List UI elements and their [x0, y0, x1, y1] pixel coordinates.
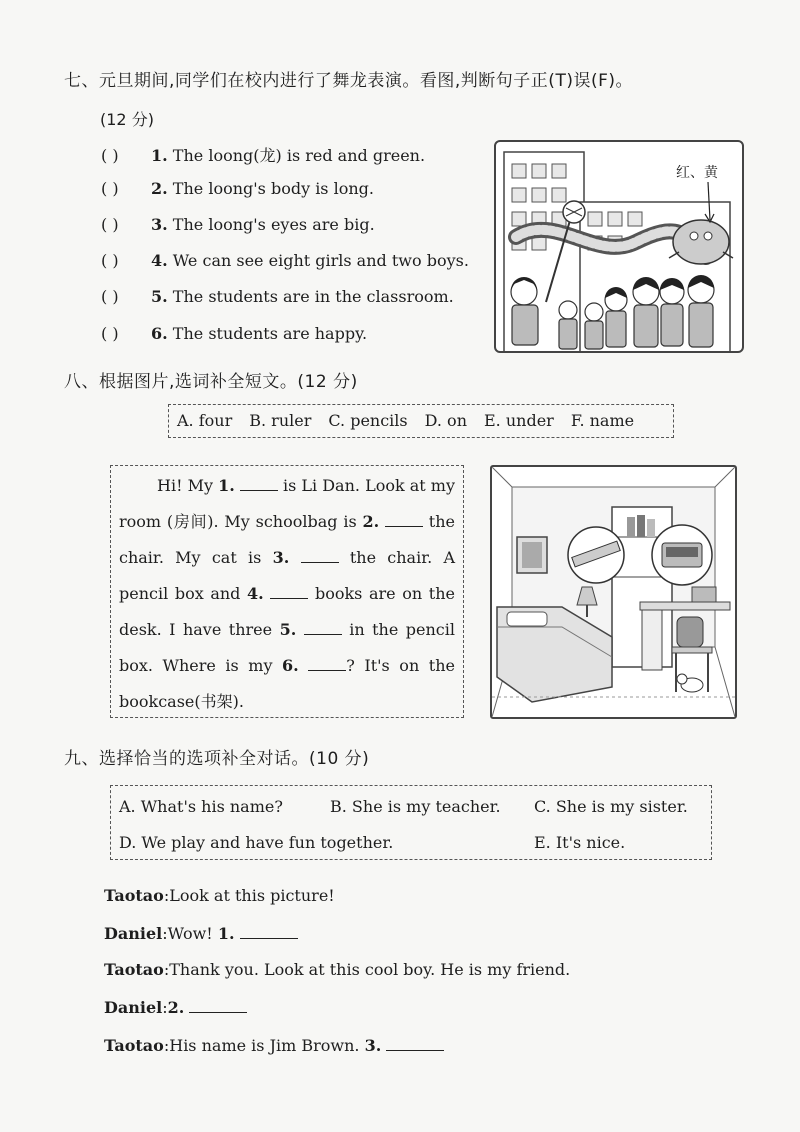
question-number: 6.: [151, 324, 168, 343]
dialogue-line: [104, 924, 298, 943]
dialogue-line: [104, 886, 335, 905]
blank-line[interactable]: [270, 584, 308, 599]
dialogue-text: Look at this picture!: [169, 886, 335, 905]
speaker-name: Taotao: [104, 960, 164, 979]
speaker-name: Taotao: [104, 886, 164, 905]
section-8-heading: 八、根据图片,选词补全短文。(12 分): [64, 372, 358, 392]
dialogue-text: Wow!: [167, 924, 218, 943]
word-bank-box: [168, 404, 674, 438]
passage-text: is Li Dan. Look at my room (房间). My schoolbag is: [119, 476, 455, 531]
dialogue-line: [104, 960, 570, 979]
dialogue-text: Thank you. Look at this cool boy. He is my friend.: [169, 960, 571, 979]
question-text: The students are happy.: [167, 324, 368, 343]
blank-number: 3.: [364, 1036, 382, 1055]
speaker-name: Daniel: [104, 998, 163, 1017]
blank-number: 1.: [217, 924, 235, 943]
dialogue-line: [104, 1036, 444, 1055]
question-row: [101, 179, 374, 198]
blank-number: 2.: [167, 998, 185, 1017]
question-text: The loong's eyes are big.: [167, 215, 375, 234]
question-text: The students are in the classroom.: [167, 287, 454, 306]
option-c: C. She is my sister.: [534, 797, 688, 816]
dialogue-text: His name is Jim Brown.: [169, 1036, 365, 1055]
word-option: C. pencils: [328, 411, 408, 430]
section-7-heading: 七、元旦期间,同学们在校内进行了舞龙表演。看图,判断句子正(T)误(F)。: [64, 71, 633, 91]
image-label: 红、黄: [674, 162, 720, 182]
word-option: B. ruler: [249, 411, 312, 430]
blank-number: 6.: [282, 656, 299, 675]
speaker-name: Daniel: [104, 924, 163, 943]
colon: :: [162, 924, 168, 943]
passage-text: in the pencil box. Where is my: [119, 620, 455, 675]
blank-number: 2.: [362, 512, 380, 531]
option-e: E. It's nice.: [534, 833, 626, 852]
passage-text: the chair. A pencil box and: [119, 548, 456, 603]
question-number: 2.: [151, 179, 168, 198]
word-option: A. four: [177, 411, 233, 430]
question-row: [101, 251, 469, 270]
answer-bracket[interactable]: ( ): [101, 251, 119, 270]
colon: :: [162, 998, 168, 1017]
colon: :: [163, 960, 170, 979]
word-option: F. name: [570, 411, 635, 430]
question-row: [101, 143, 425, 166]
blank-line[interactable]: [240, 476, 278, 491]
answer-bracket[interactable]: ( ): [101, 324, 119, 343]
answer-bracket[interactable]: ( ): [101, 179, 119, 198]
option-d: D. We play and have fun together.: [119, 833, 394, 852]
speaker-name: Taotao: [104, 1036, 164, 1055]
passage-text: books are on the desk. I have three: [119, 584, 455, 639]
reading-passage: [110, 465, 464, 718]
blank-number: 5.: [279, 620, 297, 639]
answer-bracket[interactable]: ( ): [101, 146, 119, 165]
section-7-score: (12 分): [100, 110, 154, 129]
blank-line[interactable]: [304, 620, 342, 635]
blank-line[interactable]: [240, 924, 298, 939]
option-b: B. She is my teacher.: [330, 797, 501, 816]
blank-number: 3.: [272, 548, 290, 567]
blank-line[interactable]: [385, 512, 423, 527]
passage-text: ? It's on the bookcase(书架).: [119, 656, 455, 711]
passage-text: Hi! My: [157, 476, 219, 495]
question-number: 5.: [151, 287, 168, 306]
dragon-dance-illustration: [494, 140, 744, 353]
answer-bracket[interactable]: ( ): [101, 215, 119, 234]
blank-line[interactable]: [386, 1036, 444, 1051]
bedroom-illustration: [490, 465, 737, 719]
question-number: 1.: [151, 146, 168, 165]
question-row: [101, 324, 367, 343]
blank-number: 1.: [218, 476, 235, 495]
word-option: D. on: [424, 411, 467, 430]
option-bank-box: [110, 785, 712, 860]
answer-bracket[interactable]: ( ): [101, 287, 119, 306]
question-row: [101, 287, 454, 306]
dialogue-line: [104, 998, 247, 1017]
question-text: The loong(龙) is red and green.: [167, 146, 426, 165]
question-number: 3.: [151, 215, 168, 234]
question-row: [101, 215, 375, 234]
blank-line[interactable]: [189, 998, 247, 1013]
question-text: We can see eight girls and two boys.: [167, 251, 469, 270]
blank-line[interactable]: [301, 548, 339, 563]
option-a: A. What's his name?: [119, 797, 283, 816]
question-text: The loong's body is long.: [167, 179, 374, 198]
blank-line[interactable]: [308, 656, 346, 671]
passage-text: the chair. My cat is: [119, 512, 455, 567]
colon: :: [163, 886, 170, 905]
blank-number: 4.: [247, 584, 264, 603]
question-number: 4.: [151, 251, 168, 270]
word-option: E. under: [484, 411, 554, 430]
section-9-heading: 九、选择恰当的选项补全对话。(10 分): [64, 749, 370, 769]
colon: :: [163, 1036, 170, 1055]
